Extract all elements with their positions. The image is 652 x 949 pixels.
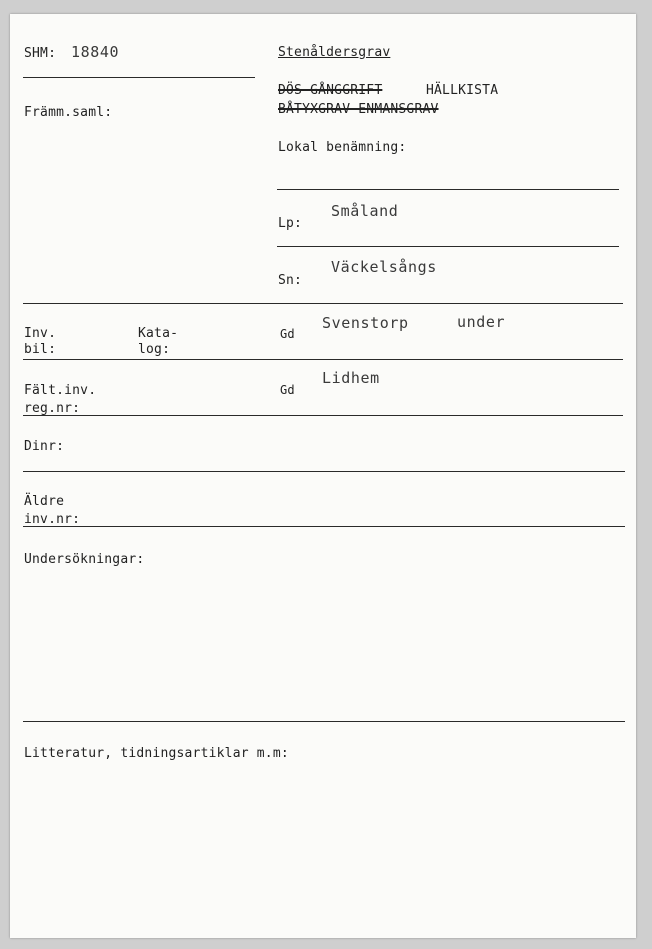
- inv-label-1: Inv.: [24, 326, 57, 341]
- lokal-benamning-label: Lokal benämning:: [278, 140, 407, 155]
- gd1-label: Gd: [280, 327, 295, 341]
- undersokningar-divider: [23, 721, 625, 722]
- gd1-note: under: [457, 313, 506, 331]
- lp-value: Småland: [331, 202, 399, 220]
- aldre-divider: [23, 526, 625, 527]
- sn-label: Sn:: [278, 273, 303, 288]
- dinr-divider: [23, 471, 625, 472]
- dinr-label: Dinr:: [24, 439, 65, 454]
- shm-label: SHM:: [24, 46, 57, 61]
- gd2-label: Gd: [280, 383, 295, 397]
- undersokningar-label: Undersökningar:: [24, 552, 145, 567]
- sn-divider: [23, 303, 623, 304]
- faltinv-label-1: Fält.inv.: [24, 383, 97, 398]
- sn-value: Väckelsångs: [331, 258, 437, 276]
- shm-number: 18840: [71, 43, 120, 61]
- litteratur-label: Litteratur, tidningsartiklar m.m:: [24, 746, 289, 761]
- inv-divider: [23, 359, 623, 360]
- shm-divider: [23, 77, 255, 78]
- type-struck-1: DÖS GÅNGGRIFT: [278, 83, 383, 98]
- type-struck-2: BÅTYXGRAV ENMANSGRAV: [278, 102, 439, 117]
- katalog-label-2: log:: [138, 342, 171, 357]
- gd1-value: Svenstorp: [322, 314, 409, 332]
- aldre-label-1: Äldre: [24, 494, 65, 509]
- lp-divider: [277, 246, 619, 247]
- catalog-card: [10, 14, 636, 938]
- category-title: Stenåldersgrav: [278, 45, 391, 60]
- faltinv-divider: [23, 415, 623, 416]
- inv-label-2: bil:: [24, 342, 57, 357]
- faltinv-label-2: reg.nr:: [24, 401, 81, 416]
- lokal-divider: [277, 189, 619, 190]
- aldre-label-2: inv.nr:: [24, 512, 81, 527]
- lp-label: Lp:: [278, 216, 303, 231]
- framm-saml-label: Främm.saml:: [24, 105, 113, 120]
- gd2-value: Lidhem: [322, 369, 380, 387]
- katalog-label-1: Kata-: [138, 326, 179, 341]
- type-hallkista: HÄLLKISTA: [426, 83, 499, 98]
